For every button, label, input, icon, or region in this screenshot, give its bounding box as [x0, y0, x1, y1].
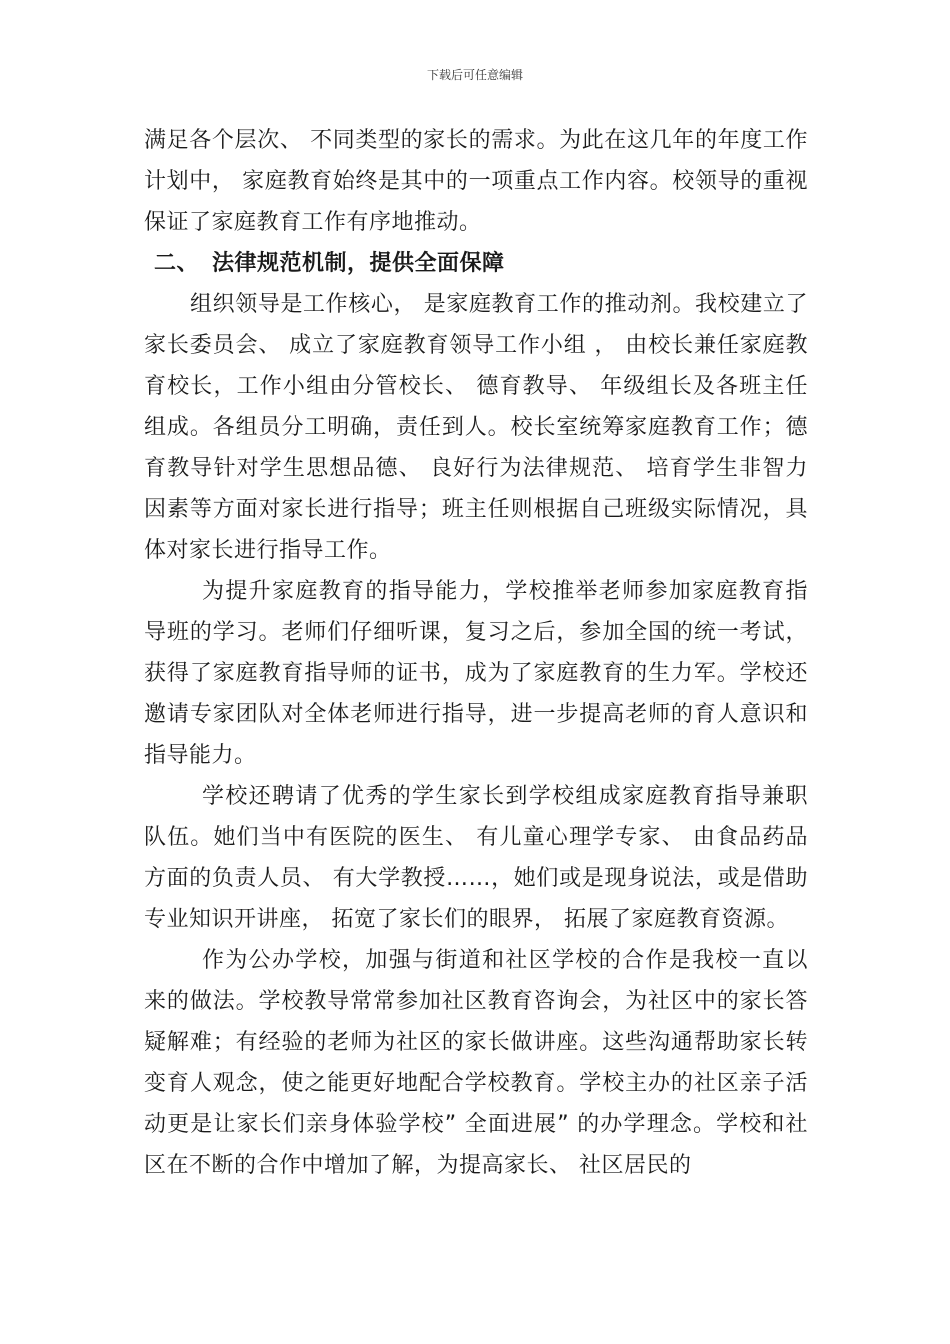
section-heading [144, 243, 808, 284]
paragraph-2: 组织领导是工作核心， 是家庭教育工作的推动剂。我校建立了家长委员会、 成立了家庭教育领导工作小组 ， 由校长兼任家庭教育校长，工作小组由分管校长、 德育教导、 年级组长及各班主任组成。各组员分工明确，责任到人。校长室统筹家庭教育工作；德育教导针对学生思想品德、 良好行为法律规范、 培育学生非智力因素等方面对家长进行指导；班主任则根据自己班级实际情况，具体对家长进行指导工作。 [144, 292, 808, 563]
document-body [144, 120, 808, 1186]
page-header-note: 下载后可任意编辑 [426, 68, 523, 82]
section-title: 法律规范机制，提供全面保障 [212, 251, 505, 276]
section-number: 二、 [154, 251, 200, 276]
paragraph-5: 作为公办学校，加强与街道和社区学校的合作是我校一直以来的做法。学校教导常常参加社区教育咨询会，为社区中的家长答疑解难；有经验的老师为社区的家长做讲座。这些沟通帮助家长转变育人观念，使之能更好地配合学校教育。学校主办的社区亲子活动更是让家长们亲身体验学校” 全面进展” 的办学理念。学校和社区在不断的合作中增加了解，为提高家长、 社区居民的 [144, 948, 808, 1178]
paragraph-1: 满足各个层次、 不同类型的家长的需求。为此在这几年的年度工作计划中， 家庭教育始终是其中的一项重点工作内容。校领导的重视保证了家庭教育工作有序地推动。 [144, 128, 808, 235]
paragraph-3: 为提升家庭教育的指导能力，学校推举老师参加家庭教育指导班的学习。老师们仔细听课，复习之后，参加全国的统一考试，获得了家庭教育指导师的证书，成为了家庭教育的生力军。学校还邀请专家团队对全体老师进行指导，进一步提高老师的育人意识和指导能力。 [144, 579, 808, 768]
paragraph-4: 学校还聘请了优秀的学生家长到学校组成家庭教育指导兼职队伍。她们当中有医院的医生、 有儿童心理学专家、 由食品药品方面的负责人员、 有大学教授……，她们或是现身说法，或是借助专业知识开讲座， 拓宽了家长们的眼界， 拓展了家庭教育资源。 [144, 784, 808, 932]
